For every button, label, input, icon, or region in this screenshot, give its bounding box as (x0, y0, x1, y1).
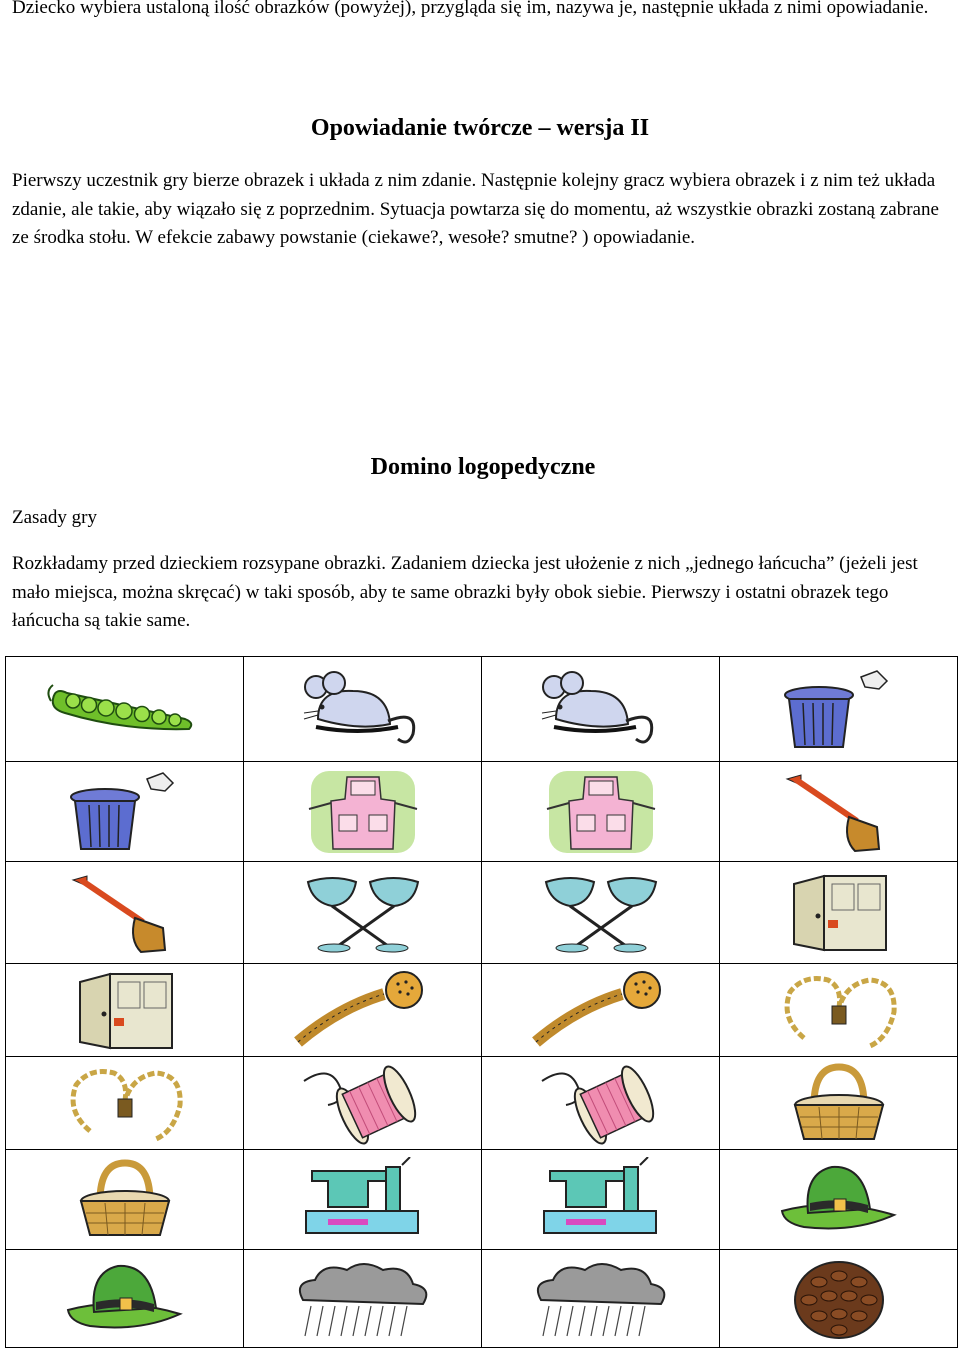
domino-cell (244, 657, 482, 762)
domino-row (6, 1150, 958, 1250)
domino-rules-paragraph: Rozkładamy przed dzieckiem rozsypane obrazki. Zadaniem dziecka jest ułożenie z nich „jednego łańcucha” (jeżeli jest mało miejsca, można skręcać) w taki sposób, aby te same obrazki były obok siebie. Pierwszy i ostatni obrazek tego łańcucha są takie same. (12, 553, 918, 631)
door-icon (720, 870, 957, 955)
chain-icon (720, 968, 957, 1053)
intro-paragraph: Dziecko wybiera ustaloną ilość obrazków (powyżej), przygląda się im, nazywa je, następnie układa z nimi opowiadanie. (12, 0, 929, 18)
domino-cell (720, 964, 958, 1057)
glasses-icon (244, 870, 481, 955)
domino-cell (6, 862, 244, 964)
domino-cell (482, 762, 720, 862)
domino-cell (482, 1150, 720, 1250)
chain-icon (6, 1061, 243, 1146)
domino-row (6, 862, 958, 964)
shovel-icon (720, 769, 957, 854)
domino-cell (720, 1150, 958, 1250)
domino-cell (482, 862, 720, 964)
basket-icon (720, 1061, 957, 1146)
hat-icon (720, 1157, 957, 1242)
basket-icon (6, 1157, 243, 1242)
domino-cell (6, 657, 244, 762)
domino-cell (244, 1250, 482, 1348)
hat-icon (6, 1256, 243, 1341)
section-title-domino: Domino logopedyczne (370, 454, 596, 480)
domino-cell (720, 657, 958, 762)
domino-cell (6, 1057, 244, 1150)
shower-head-icon (482, 968, 719, 1053)
domino-cell (482, 964, 720, 1057)
door-icon (6, 968, 243, 1053)
apron-icon (482, 767, 719, 857)
rules-heading: Zasady gry (12, 507, 97, 528)
domino-row (6, 964, 958, 1057)
domino-row (6, 657, 958, 762)
section-title-story: Opowiadanie twórcze – wersja II (310, 115, 650, 141)
domino-cell (720, 1057, 958, 1150)
rain-cloud-icon (482, 1256, 719, 1341)
domino-cell (6, 1250, 244, 1348)
pea-pod-icon (6, 679, 243, 739)
thread-spool-icon (482, 1061, 719, 1146)
shower-head-icon (244, 968, 481, 1053)
domino-grid (5, 656, 958, 1348)
domino-cell (482, 1057, 720, 1150)
mouse-icon (482, 669, 719, 749)
story-rules-paragraph: Pierwszy uczestnik gry bierze obrazek i układa z nim zdanie. Następnie kolejny gracz wybiera obrazek i z nim też układa zdanie, ale takie, aby wiązało się z poprzednim. Sytuacja powtarza się do momentu, aż wszystkie obrazki zostaną zabrane ze środka stołu. W efekcie zabawy powstanie (ciekawe?, wesołe? smutne? ) opowiadanie. (12, 170, 939, 248)
domino-cell (6, 762, 244, 862)
glasses-icon (482, 870, 719, 955)
sewing-machine-icon (482, 1157, 719, 1242)
domino-cell (244, 762, 482, 862)
domino-cell (482, 1250, 720, 1348)
domino-row (6, 1250, 958, 1348)
domino-cell (720, 762, 958, 862)
trash-can-icon (720, 667, 957, 752)
trash-can-icon (6, 769, 243, 854)
domino-cell (720, 1250, 958, 1348)
thread-spool-icon (244, 1061, 481, 1146)
shovel-icon (6, 870, 243, 955)
domino-cell (720, 862, 958, 964)
domino-cell (6, 1150, 244, 1250)
mouse-icon (244, 669, 481, 749)
domino-cell (244, 1057, 482, 1150)
rain-cloud-icon (244, 1256, 481, 1341)
apron-icon (244, 767, 481, 857)
domino-cell (244, 862, 482, 964)
pine-cone-icon (720, 1256, 957, 1341)
domino-row (6, 762, 958, 862)
domino-cell (244, 964, 482, 1057)
domino-cell (244, 1150, 482, 1250)
domino-cell (6, 964, 244, 1057)
domino-cell (482, 657, 720, 762)
sewing-machine-icon (244, 1157, 481, 1242)
domino-row (6, 1057, 958, 1150)
